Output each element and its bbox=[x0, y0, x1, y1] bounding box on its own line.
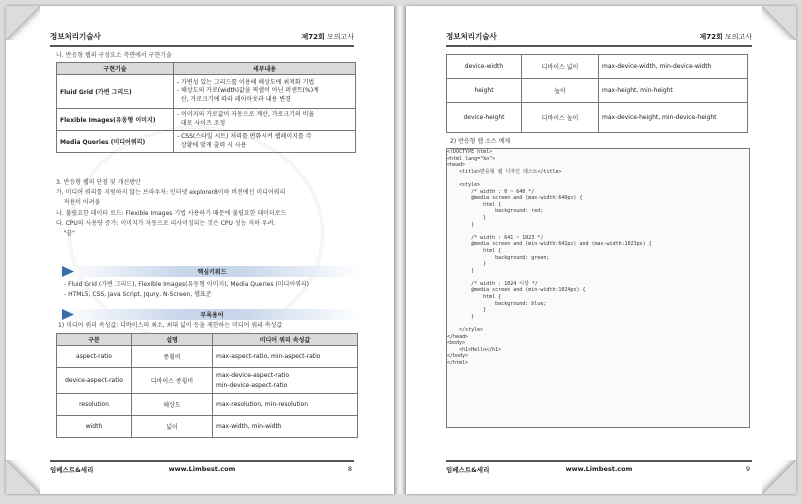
tech-desc: - 가변성 있는 그리드를 이용해 해상도에 최적화 기법 - 해상도의 가로(width)값을 픽셀이 아닌 퍼센트(%)계 산, 가로크기에 따라 레이아웃과 내용 변경 bbox=[174, 75, 356, 109]
tech-table bbox=[56, 62, 356, 153]
page-number: 9 bbox=[745, 465, 750, 473]
page-number: 8 bbox=[347, 465, 352, 473]
attr-cell: width bbox=[57, 416, 132, 438]
page-curl-top-left[interactable] bbox=[6, 6, 40, 40]
page-curl-top-right[interactable] bbox=[762, 6, 796, 40]
arrow-icon bbox=[62, 266, 74, 277]
header-exam-label: 제72회 모의고사 bbox=[699, 33, 752, 41]
issue-line: 3. 반응형 웹의 단점 및 개선방안 bbox=[56, 179, 141, 186]
header-title: 정보처리기술사 bbox=[446, 32, 497, 41]
keyword-line: - Fluid Grid (가변 그리드), Flexible Images(유동형 이미지), Media Queries (미디어쿼리) bbox=[64, 281, 310, 288]
attr-cell: device-aspect-ratio bbox=[57, 368, 132, 394]
attr-cell: 해상도 bbox=[132, 394, 213, 416]
attr-cell: max-width, min-width bbox=[213, 416, 358, 438]
attr-cell: device-height bbox=[447, 103, 522, 133]
code-title: 2) 반응형 웹 소스 예제 bbox=[450, 138, 511, 145]
attr-cell: resolution bbox=[57, 394, 132, 416]
book-gutter bbox=[394, 6, 406, 494]
issue-line: 다. CPU의 사용량 증가: 이미지가 자동으로 리사이징되는 것은 CPU 성능 저하 우려. bbox=[56, 219, 276, 227]
issue-line: "끝" bbox=[56, 230, 75, 238]
terms-label: 부록용어 bbox=[200, 312, 224, 319]
attr-cell: max-device-width, min-device-width bbox=[599, 55, 748, 79]
arrow-icon bbox=[62, 309, 74, 320]
keywords-label: 핵심키워드 bbox=[197, 269, 227, 276]
attr-cell: 종횡비 bbox=[132, 346, 213, 368]
attr-table-header: 미디어 쿼리 속성값 bbox=[213, 334, 358, 346]
attr-cell: 높이 bbox=[522, 79, 599, 103]
page-curl-bottom-right[interactable] bbox=[762, 460, 796, 494]
keywords-list bbox=[64, 280, 309, 300]
attr-cell: max-height, min-height bbox=[599, 79, 748, 103]
attr-cell: 디바이스 높이 bbox=[522, 103, 599, 133]
section-title: 나. 반응형 웹의 구성요소 측면에서 구현기술 bbox=[56, 52, 172, 59]
tech-desc: - 이미지의 가로값이 자동으로 계산, 가로크기의 비율 대로 사이즈 조정 bbox=[174, 109, 356, 131]
page-footer bbox=[446, 460, 752, 474]
attr-cell: 디바이스 종횡비 bbox=[132, 368, 213, 394]
page-curl-bottom-left[interactable] bbox=[6, 460, 40, 494]
attr-cell: height bbox=[447, 79, 522, 103]
tech-desc: - CSS(스타일 시트) 처리를 변화시켜 웹페이지를 각 상황에 맞게 출력 시 사용 bbox=[174, 131, 356, 153]
attr-table-header: 구분 bbox=[57, 334, 132, 346]
footer-brand: 임베스트&세리 bbox=[50, 466, 94, 474]
tech-name: Flexible Images(유동형 이미지) bbox=[57, 109, 174, 131]
attr-cell: max-resolution, min-resolution bbox=[213, 394, 358, 416]
tech-name: Fluid Grid (가변 그리드) bbox=[57, 75, 174, 109]
issue-line: 나. 불필요한 데이터 로드: Flexible Images 기법 사용하기 때문에 불필요한 데이터로드 bbox=[56, 209, 287, 217]
attr-table bbox=[56, 333, 358, 438]
footer-url[interactable]: www.Limbest.com bbox=[565, 465, 633, 473]
tech-table-header: 구현기술 bbox=[57, 63, 174, 75]
attr-table-continued bbox=[446, 54, 748, 133]
page-header bbox=[446, 32, 752, 47]
attr-table-header: 설명 bbox=[132, 334, 213, 346]
attr-cell: aspect-ratio bbox=[57, 346, 132, 368]
keywords-banner bbox=[62, 266, 362, 277]
attr-cell: max-device-height, min-device-height bbox=[599, 103, 748, 133]
issue-line: 적용이 어려움 bbox=[56, 199, 101, 207]
attr-cell: max-aspect-ratio, min-aspect-ratio bbox=[213, 346, 358, 368]
issues-list bbox=[56, 178, 286, 239]
tech-name: Media Queries (미디어쿼리) bbox=[57, 131, 174, 153]
page-header bbox=[50, 32, 354, 47]
keyword-line: - HTML5, CSS, Java Script, Jqury, N-Screen, 웹표준 bbox=[64, 291, 212, 298]
right-page bbox=[406, 6, 796, 494]
attr-cell: max-device-aspect-ratio min-device-aspect-ratio bbox=[213, 368, 358, 394]
tech-table-header: 세부내용 bbox=[174, 63, 356, 75]
terms-intro: 1) 미디어 쿼리 속성값: 디바이스의 최소, 최대 넓이 등을 제한하는 미디어 쿼리 속성값 bbox=[58, 322, 283, 329]
terms-banner bbox=[62, 309, 362, 320]
attr-cell: 넓이 bbox=[132, 416, 213, 438]
page-footer bbox=[50, 460, 354, 474]
header-exam-label: 제72회 모의고사 bbox=[301, 33, 354, 41]
footer-url[interactable]: www.Limbest.com bbox=[168, 465, 236, 473]
header-title: 정보처리기술사 bbox=[50, 32, 101, 41]
left-page bbox=[6, 6, 394, 494]
footer-brand: 임베스트&세리 bbox=[446, 466, 490, 474]
attr-cell: 디바이스 넓이 bbox=[522, 55, 599, 79]
issue-line: 가. 미디어 쿼리를 지원하지 않는 브라우저: 인터넷 explorer8이하 버전에선 미디어쿼리 bbox=[56, 189, 286, 197]
attr-cell: device-width bbox=[447, 55, 522, 79]
code-example: <!DOCTYPE html> <html lang="ko"> <head> <title>반응형 웹 디자인 테스트</title> <style> /* width : 0 ~ 640 */ @media screen and (max-width:640px) { html { background: red; } } /* width : 641 ~ 1023 */ @media screen and (min-width:641px) and (max-width:1023px) { html { background: green; } } /* width : 1024 이상 */ @media screen and (min-width:1024px) { html { background: blue; } } </style> </head> <body> <h1>Hello</h1> </body> </html> bbox=[446, 148, 750, 428]
